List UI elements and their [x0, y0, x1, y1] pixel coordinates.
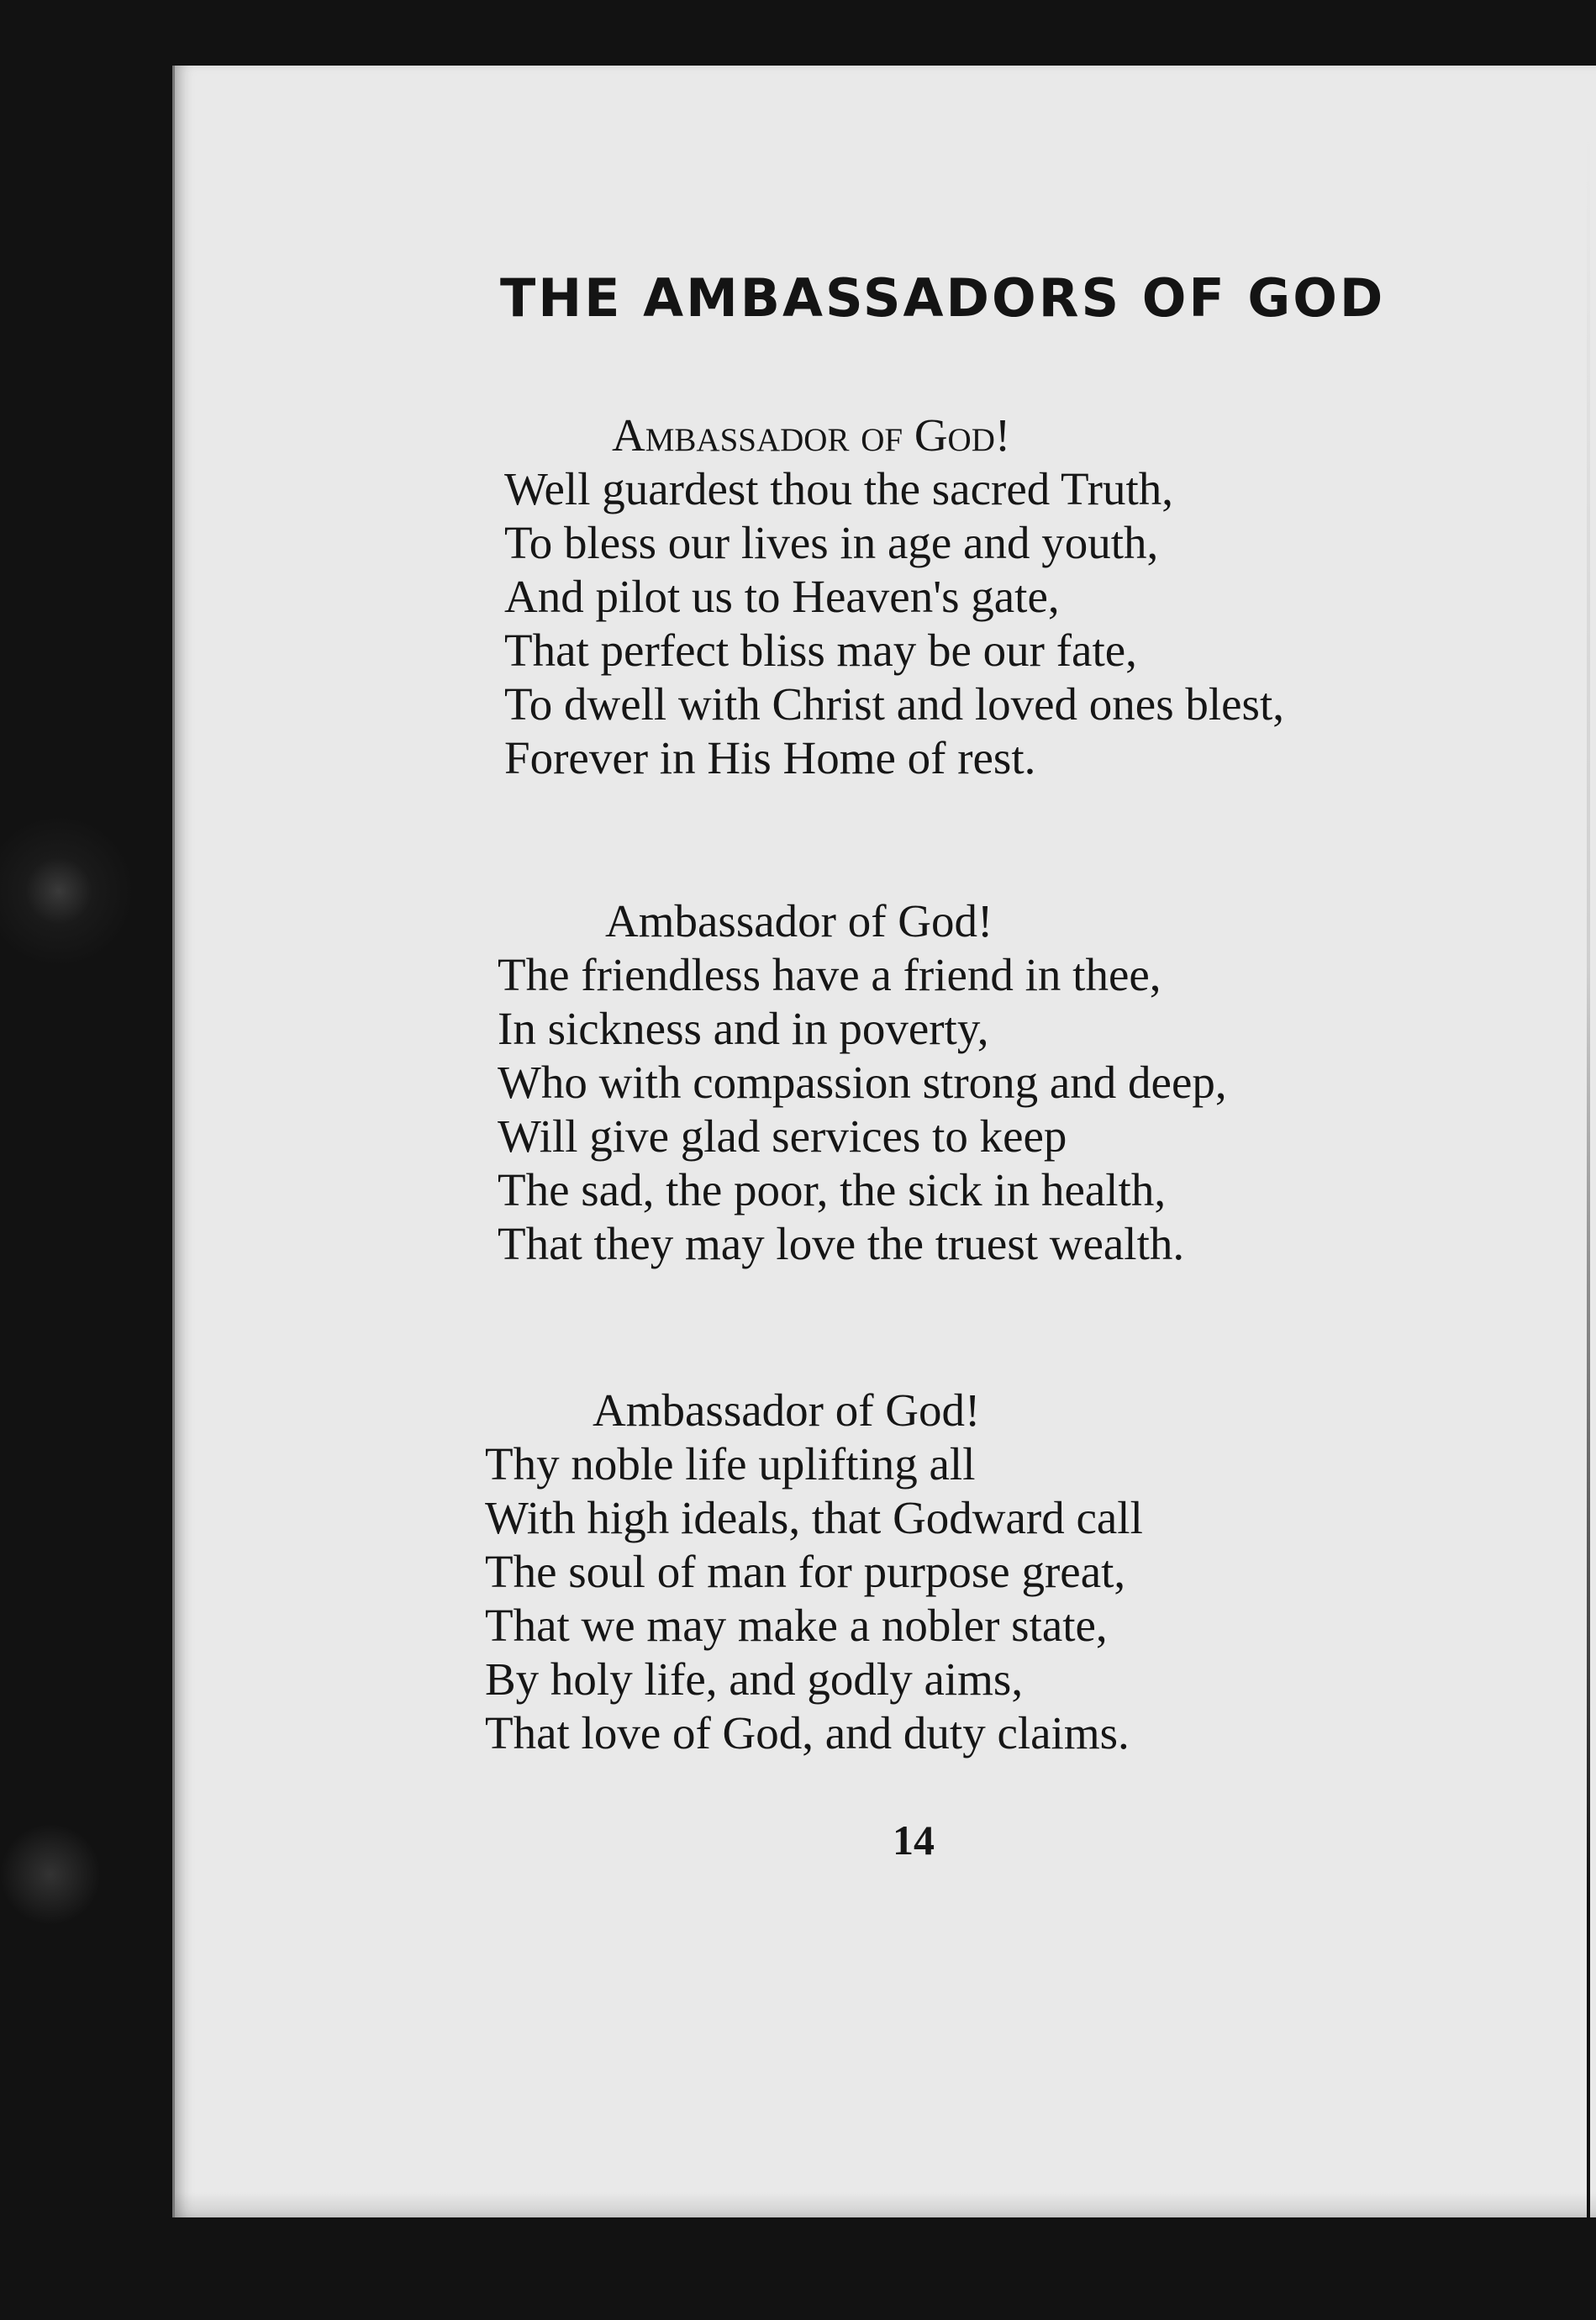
poem-stanza-3 [485, 1384, 1409, 1760]
stanza-1-line-6: To dwell with Christ and loved ones blest, [504, 678, 1284, 730]
stanza-1-line-1: Ambassador of God! [612, 409, 1011, 461]
stanza-3-line-3: With high ideals, that Godward call [485, 1492, 1143, 1543]
stanza-1-line-2: Well guardest thou the sacred Truth, [504, 463, 1173, 514]
stanza-2-line-4: Who with compassion strong and deep, [498, 1057, 1227, 1108]
poem-stanza-2 [498, 894, 1422, 1271]
stanza-2-line-7: That they may love the truest wealth. [498, 1218, 1185, 1269]
stanza-1-line-7: Forever in His Home of rest. [504, 732, 1036, 783]
stanza-1-line-5: That perfect bliss may be our fate, [504, 625, 1137, 676]
page-edge [1587, 133, 1590, 2217]
stanza-2-line-3: In sickness and in poverty, [498, 1003, 989, 1054]
stanza-2-line-2: The friendless have a friend in thee, [498, 949, 1161, 1000]
page-title: THE AMBASSADORS OF GOD [500, 267, 1386, 329]
stanza-3-line-6: By holy life, and godly aims, [485, 1653, 1024, 1705]
stanza-3-line-5: That we may make a nobler state, [485, 1600, 1108, 1651]
stanza-2-line-5: Will give glad services to keep [498, 1110, 1067, 1162]
page-number: 14 [893, 1816, 935, 1864]
stanza-1-line-4: And pilot us to Heaven's gate, [504, 571, 1060, 622]
stanza-3-line-2: Thy noble life uplifting all [485, 1438, 976, 1490]
poem-stanza-1 [504, 409, 1429, 785]
stanza-3-line-7: That love of God, and duty claims. [485, 1707, 1130, 1758]
stanza-1-line-3: To bless our lives in age and youth, [504, 517, 1159, 568]
page-shadow [175, 2192, 1596, 2217]
stanza-3-line-4: The soul of man for purpose great, [485, 1546, 1126, 1597]
stanza-2-line-1: Ambassador of God! [605, 895, 993, 946]
stanza-3-line-1: Ambassador of God! [593, 1384, 981, 1436]
stanza-2-line-6: The sad, the poor, the sick in health, [498, 1164, 1167, 1215]
